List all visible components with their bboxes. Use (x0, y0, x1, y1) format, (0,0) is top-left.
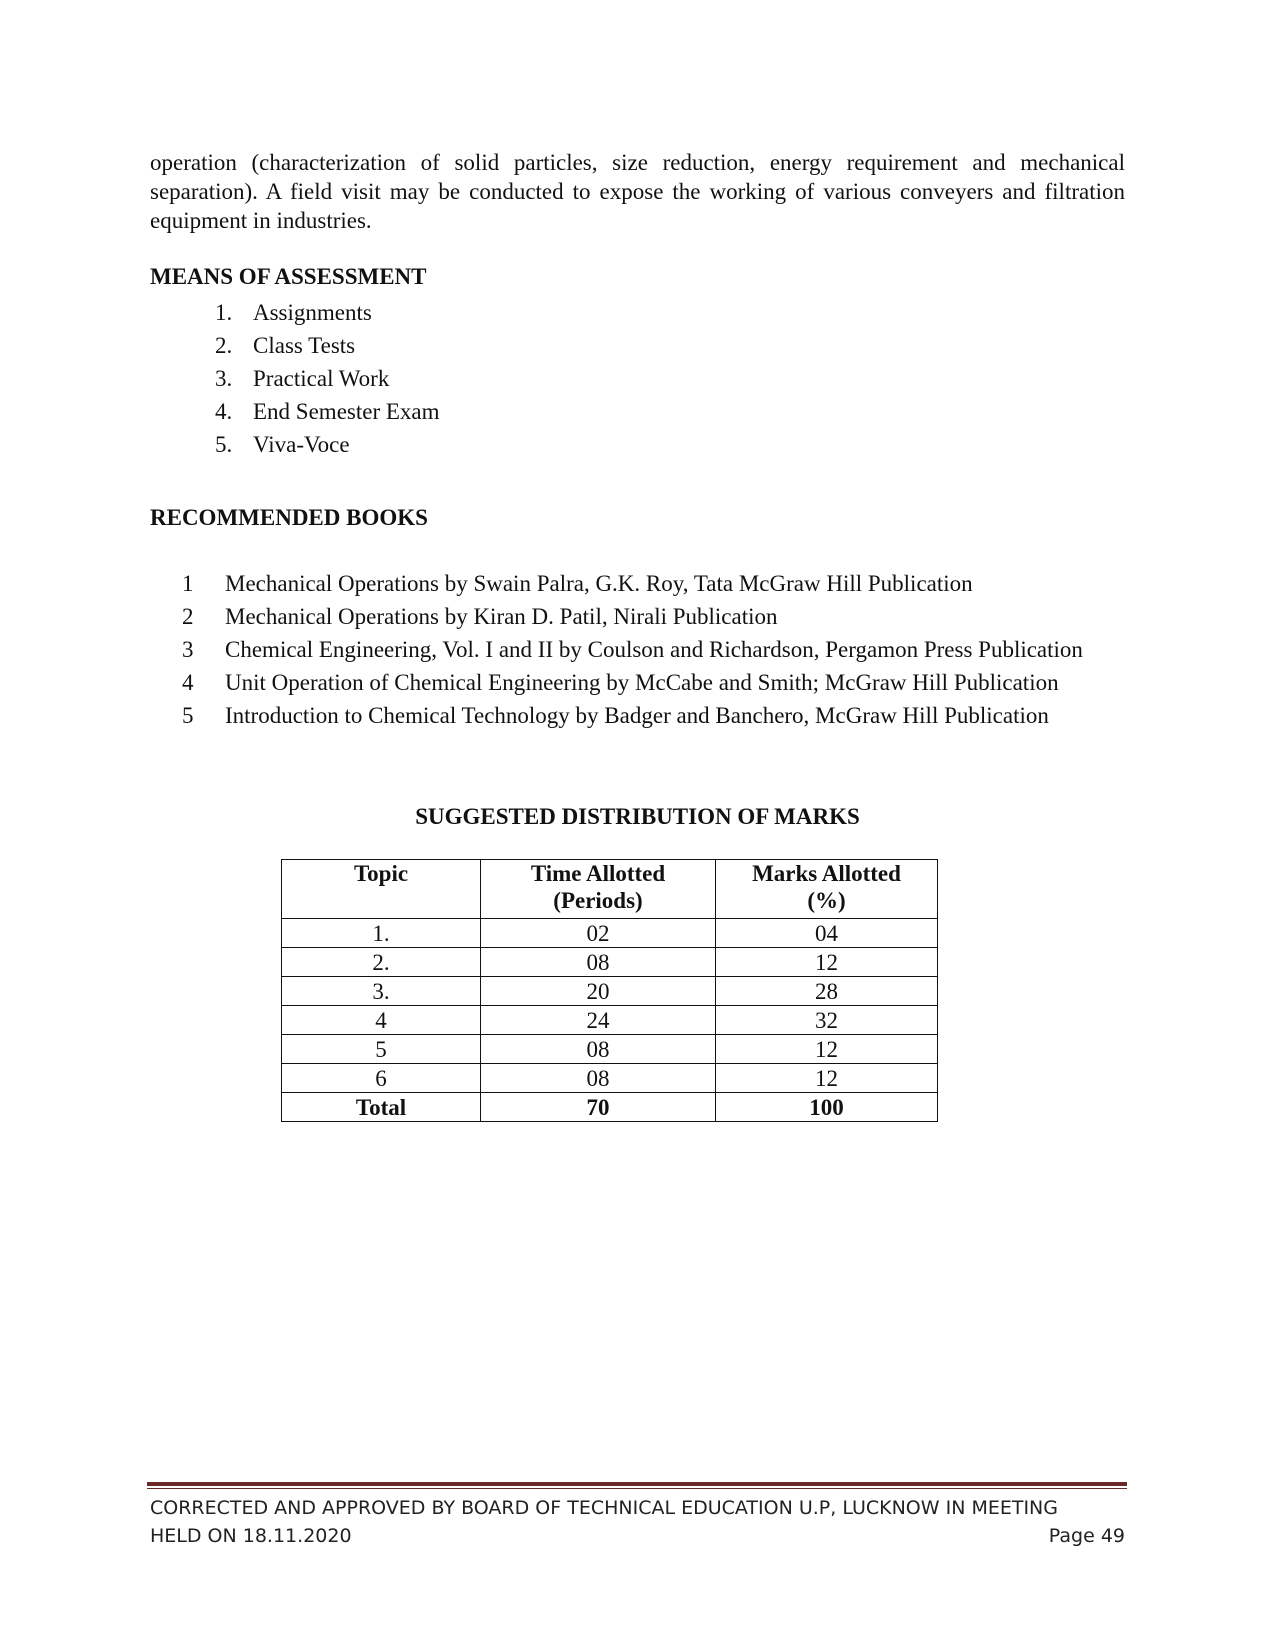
cell-time: 08 (481, 1035, 716, 1064)
list-item (215, 296, 440, 329)
header-marks (716, 860, 938, 919)
book-number: 3 (182, 637, 194, 662)
table-row (282, 1035, 938, 1064)
header-time-line1: Time Allotted (530, 861, 666, 886)
footer-divider-thick (147, 1482, 1127, 1486)
footer-divider-thin (147, 1488, 1127, 1489)
books-heading: RECOMMENDED BOOKS (150, 505, 428, 530)
table-row (282, 1006, 938, 1035)
cell-topic: 2. (282, 948, 481, 977)
page-footer (150, 1494, 1125, 1550)
book-text: Mechanical Operations by Swain Palra, G.K. Roy, Tata McGraw Hill Publication (225, 571, 973, 596)
header-time-line2: (Periods) (553, 888, 643, 913)
list-item-number: 5. (215, 432, 233, 457)
cell-time: 24 (481, 1006, 716, 1035)
list-item (215, 428, 440, 461)
cell-total-marks: 100 (716, 1093, 938, 1122)
books-list (182, 569, 1125, 734)
cell-marks: 28 (716, 977, 938, 1006)
list-item-number: 1. (215, 300, 233, 325)
footer-row (150, 1522, 1125, 1550)
cell-marks: 12 (716, 1064, 938, 1093)
marks-table (281, 859, 938, 1122)
cell-marks: 12 (716, 1035, 938, 1064)
cell-topic: 3. (282, 977, 481, 1006)
list-item-number: 2. (215, 333, 233, 358)
cell-marks: 04 (716, 919, 938, 948)
cell-total-label: Total (282, 1093, 481, 1122)
header-topic-label: Topic (353, 861, 409, 886)
book-text: Unit Operation of Chemical Engineering by McCabe and Smith; McGraw Hill Publication (225, 670, 1059, 695)
list-item-label: Practical Work (253, 366, 390, 391)
cell-time: 08 (481, 1064, 716, 1093)
cell-marks: 12 (716, 948, 938, 977)
table-row (282, 919, 938, 948)
table-row (282, 948, 938, 977)
list-item-label: End Semester Exam (253, 399, 440, 424)
assessment-list (215, 296, 440, 461)
cell-topic: 1. (282, 919, 481, 948)
book-item (182, 668, 1125, 697)
intro-paragraph: operation (characterization of solid particles, size reduction, energy requirement and mechanical separation). A field visit may be conducted to expose the working of various conveyers and filtration equipment in industries. (150, 150, 1125, 233)
list-item-label: Class Tests (253, 333, 356, 358)
header-topic (282, 860, 481, 919)
header-marks-line2: (%) (807, 888, 846, 913)
table-total-row (282, 1093, 938, 1122)
assessment-heading: MEANS OF ASSESSMENT (150, 264, 427, 289)
cell-time: 02 (481, 919, 716, 948)
cell-topic: 5 (282, 1035, 481, 1064)
list-item-number: 4. (215, 399, 233, 424)
book-item (182, 602, 1125, 631)
book-number: 1 (182, 571, 194, 596)
cell-marks: 32 (716, 1006, 938, 1035)
table-row (282, 977, 938, 1006)
list-item (215, 395, 440, 428)
footer-approval-line1: CORRECTED AND APPROVED BY BOARD OF TECHNICAL EDUCATION U.P, LUCKNOW IN MEETING (150, 1497, 1058, 1519)
list-item-label: Viva-Voce (253, 432, 350, 457)
cell-time: 08 (481, 948, 716, 977)
book-item (182, 701, 1125, 730)
book-item (182, 635, 1125, 664)
footer-approval-line2: HELD ON 18.11.2020 (150, 1525, 352, 1547)
book-text: Introduction to Chemical Technology by Badger and Banchero, McGraw Hill Publication (225, 703, 1049, 728)
header-marks-line1: Marks Allotted (752, 861, 901, 886)
book-number: 5 (182, 703, 194, 728)
cell-topic: 4 (282, 1006, 481, 1035)
book-item (182, 569, 1125, 598)
marks-distribution-title: SUGGESTED DISTRIBUTION OF MARKS (415, 804, 860, 829)
book-text: Chemical Engineering, Vol. I and II by Coulson and Richardson, Pergamon Press Publication (225, 637, 1083, 662)
list-item (215, 329, 440, 362)
list-item-number: 3. (215, 366, 233, 391)
cell-time: 20 (481, 977, 716, 1006)
header-time (481, 860, 716, 919)
list-item-label: Assignments (253, 300, 372, 325)
book-number: 2 (182, 604, 194, 629)
list-item (215, 362, 440, 395)
table-row (282, 1064, 938, 1093)
cell-topic: 6 (282, 1064, 481, 1093)
book-number: 4 (182, 670, 194, 695)
cell-total-time: 70 (481, 1093, 716, 1122)
book-text: Mechanical Operations by Kiran D. Patil, Nirali Publication (225, 604, 778, 629)
page-number: Page 49 (1048, 1525, 1125, 1547)
table-header-row (282, 860, 938, 919)
